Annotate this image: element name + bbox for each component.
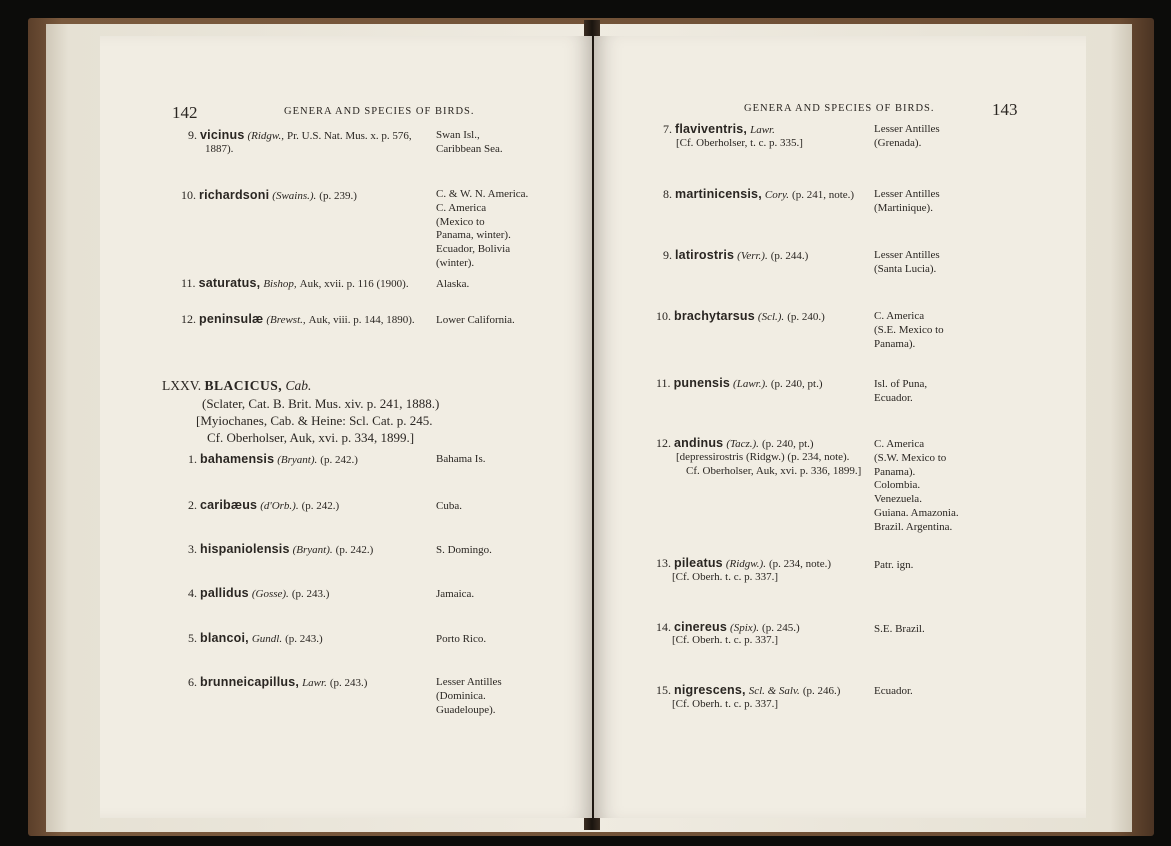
species-entry (181, 276, 409, 292)
species-name: brachytarsus (674, 309, 755, 323)
species-entry (188, 631, 323, 647)
entry-number: 9. (663, 248, 672, 262)
reference: (p. 240, pt.) (761, 438, 814, 450)
species-entry (656, 376, 823, 392)
entry-number: 15. (656, 683, 671, 697)
species-author: (Lawr.). (733, 378, 768, 390)
entry-number: 12. (181, 312, 196, 326)
reference: (p. 243.) (291, 588, 330, 600)
species-author: (d'Orb.). (260, 500, 299, 512)
species-author: (Spix). (730, 622, 760, 634)
genus-numeral: LXXV. (162, 378, 202, 393)
reference-cf: [Cf. Oberh. t. c. p. 337.] (672, 634, 779, 646)
locality: C. America (S.W. Mexico to Panama). Colombia. Venezuela. Guiana. Amazonia. Brazil. Argentina. (874, 438, 959, 533)
entry-number: 1. (188, 452, 197, 466)
locality: Alaska. (436, 278, 470, 290)
species-author: Gundl. (251, 633, 283, 645)
species-name: pallidus (200, 586, 249, 600)
locality: Isl. of Puna, Ecuador. (874, 378, 928, 404)
locality: Lesser Antilles (Dominica. Guadeloupe). (436, 676, 502, 716)
left-page (100, 36, 592, 818)
reference: (p. 241, note.) (792, 189, 855, 201)
entry-number: 14. (656, 620, 671, 634)
species-name: martinicensis, (675, 187, 762, 201)
running-header: GENERA AND SPECIES OF BIRDS. (744, 103, 935, 114)
reference-cf: [Cf. Oberholser, t. c. p. 335.] (676, 137, 803, 149)
species-author: Lawr. (750, 124, 775, 136)
species-name: andinus (674, 436, 724, 450)
entry-number: 13. (656, 556, 671, 570)
locality: Jamaica. (436, 588, 475, 600)
species-entry (188, 542, 373, 558)
locality: Swan Isl., Caribbean Sea. (436, 129, 503, 155)
entry-number: 10. (656, 309, 671, 323)
reference-synonym: [depressirostris (Ridgw.) (p. 234, note). (676, 451, 850, 463)
species-author: Scl. & Salv. (748, 685, 800, 697)
locality: Bahama Is. (436, 453, 486, 465)
locality: S.E. Brazil. (874, 623, 925, 635)
species-entry (188, 498, 339, 514)
species-entry (188, 586, 329, 602)
locality: Lesser Antilles (Santa Lucia). (874, 249, 940, 275)
species-entry (663, 248, 808, 264)
species-name: cinereus (674, 620, 728, 634)
entry-number: 11. (181, 276, 196, 290)
reference: (p. 243.) (285, 633, 323, 645)
species-name: vicinus (200, 128, 245, 142)
species-author: (Ridgw., (247, 130, 284, 142)
entry-number: 6. (188, 675, 197, 689)
locality: Ecuador. (874, 685, 913, 697)
entry-number: 12. (656, 436, 671, 450)
reference: (p. 234, note.) (768, 558, 831, 570)
entry-number: 11. (656, 376, 671, 390)
reference-continued: 1887). (205, 143, 234, 155)
species-name: bahamensis (200, 452, 275, 466)
page-number: 142 (172, 103, 198, 122)
entry-number: 9. (188, 128, 197, 142)
species-entry (663, 122, 775, 138)
species-name: richardsoni (199, 188, 270, 202)
right-page (594, 36, 1086, 818)
locality: Lesser Antilles (Martinique). (874, 188, 940, 214)
species-entry (663, 187, 854, 203)
genus-author: Cab. (285, 378, 312, 393)
genus-heading (162, 378, 311, 395)
species-name: pileatus (674, 556, 723, 570)
reference: Auk, xvii. p. 116 (1900). (299, 278, 409, 290)
reference-cf: [Cf. Oberh. t. c. p. 337.] (672, 571, 779, 583)
species-entry (656, 683, 840, 699)
species-name: punensis (673, 376, 731, 390)
species-author: Lawr. (302, 677, 327, 689)
reference: (p. 239.) (319, 190, 357, 202)
entry-number: 2. (188, 498, 197, 512)
species-name: flaviventris, (675, 122, 748, 136)
species-entry (188, 675, 367, 691)
locality: C. America (S.E. Mexico to Panama). (874, 310, 944, 350)
locality: Porto Rico. (436, 633, 487, 645)
species-entry (656, 309, 825, 325)
species-name: hispaniolensis (200, 542, 290, 556)
entry-number: 7. (663, 122, 672, 136)
species-author: Bishop, (263, 278, 297, 290)
reference-cf: Cf. Oberholser, Auk, xvi. p. 336, 1899.] (686, 465, 862, 477)
species-entry (656, 436, 814, 452)
species-author: (Bryant). (292, 544, 333, 556)
species-name: brunneicapillus, (200, 675, 300, 689)
species-author: (Bryant). (277, 454, 318, 466)
species-entry (188, 452, 358, 468)
species-entry (188, 128, 412, 144)
reference: (p. 243.) (329, 677, 368, 689)
genus-reference-line: (Sclater, Cat. B. Brit. Mus. xiv. p. 241, 1888.) (202, 396, 440, 411)
reference: (p. 240, pt.) (770, 378, 823, 390)
reference: (p. 242.) (335, 544, 374, 556)
species-author: (Tacz.). (726, 438, 759, 450)
species-name: latirostris (675, 248, 735, 262)
entry-number: 10. (181, 188, 196, 202)
locality: Cuba. (436, 500, 462, 512)
species-name: saturatus, (198, 276, 261, 290)
page-number: 143 (992, 100, 1018, 119)
species-entry (181, 188, 357, 204)
species-author: (Brewst., (266, 314, 306, 326)
species-author: (Ridgw.). (725, 558, 766, 570)
locality: Lower California. (436, 314, 515, 326)
entry-number: 8. (663, 187, 672, 201)
species-author: (Scl.). (757, 311, 785, 323)
species-entry (181, 312, 415, 328)
running-header: GENERA AND SPECIES OF BIRDS. (284, 106, 475, 117)
species-author: (Verr.). (737, 250, 768, 262)
reference: (p. 240.) (787, 311, 825, 323)
locality: Patr. ign. (874, 559, 914, 571)
species-name: nigrescens, (674, 683, 746, 697)
reference: Auk, viii. p. 144, 1890). (308, 314, 415, 326)
species-name: blancoi, (200, 631, 249, 645)
species-author: Cory. (764, 189, 790, 201)
genus-cf-line: Cf. Oberholser, Auk, xvi. p. 334, 1899.] (207, 430, 415, 445)
species-entry (656, 556, 831, 572)
genus-name: BLACICUS, (204, 378, 283, 393)
species-name: peninsulæ (199, 312, 264, 326)
locality: Lesser Antilles (Grenada). (874, 123, 940, 149)
reference-cf: [Cf. Oberh. t. c. p. 337.] (672, 698, 779, 710)
reference: (p. 242.) (320, 454, 358, 466)
genus-synonym-line: [Myiochanes, Cab. & Heine: Scl. Cat. p. 245. (196, 413, 433, 428)
species-author: (Swains.). (272, 190, 317, 202)
reference: (p. 246.) (802, 685, 841, 697)
entry-number: 4. (188, 586, 197, 600)
reference: Pr. U.S. Nat. Mus. x. p. 576, (286, 130, 412, 142)
entry-number: 3. (188, 542, 197, 556)
locality: C. & W. N. America. C. America (Mexico to Panama, winter). Ecuador, Bolivia (winter). (436, 188, 529, 269)
reference: (p. 245.) (762, 622, 800, 634)
entry-number: 5. (188, 631, 197, 645)
locality: S. Domingo. (436, 544, 492, 556)
reference: (p. 244.) (770, 250, 809, 262)
reference: (p. 242.) (301, 500, 340, 512)
species-name: caribæus (200, 498, 258, 512)
species-author: (Gosse). (251, 588, 289, 600)
